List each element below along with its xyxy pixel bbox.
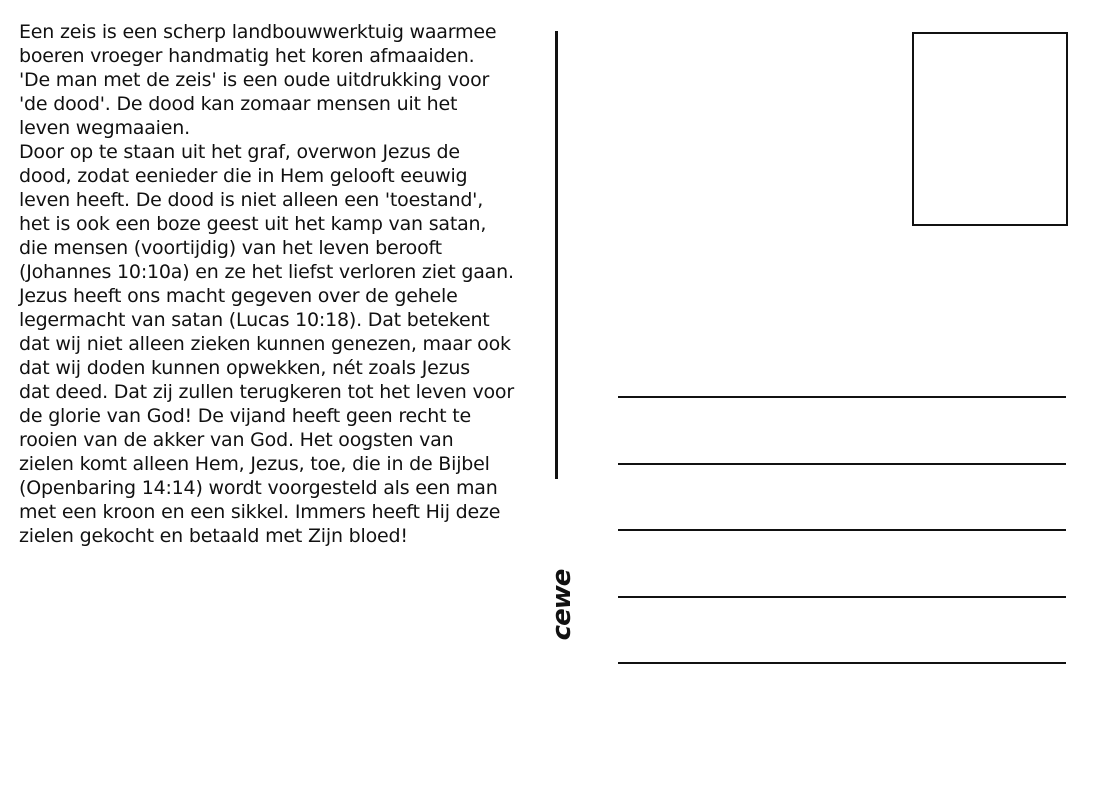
address-line-4: [618, 596, 1066, 598]
message-line: rooien van de akker van God. Het oogsten van: [19, 429, 454, 451]
message-line: zielen gekocht en betaald met Zijn bloed!: [19, 525, 408, 547]
message-line: het is ook een boze geest uit het kamp van satan,: [19, 213, 487, 235]
message-line: boeren vroeger handmatig het koren afmaaiden.: [19, 45, 475, 67]
message-line: Een zeis is een scherp landbouwwerktuig waarmee: [19, 21, 497, 43]
message-line: die mensen (voortijdig) van het leven berooft: [19, 237, 442, 259]
message-line: legermacht van satan (Lucas 10:18). Dat betekent: [19, 309, 490, 331]
message-line: de glorie van God! De vijand heeft geen recht te: [19, 405, 471, 427]
address-line-5: [618, 662, 1066, 664]
message-line: dood, zodat eenieder die in Hem gelooft eeuwig: [19, 165, 468, 187]
address-line-2: [618, 463, 1066, 465]
message-line: dat deed. Dat zij zullen terugkeren tot het leven voor: [19, 381, 514, 403]
brand-logo: cewe: [547, 569, 577, 641]
stamp-box: [912, 32, 1068, 226]
address-line-3: [618, 529, 1066, 531]
address-line-1: [618, 396, 1066, 398]
message-line: met een kroon en een sikkel. Immers heeft Hij deze: [19, 501, 501, 523]
message-line: dat wij doden kunnen opwekken, nét zoals Jezus: [19, 357, 470, 379]
message-line: leven heeft. De dood is niet alleen een 'toestand',: [19, 189, 484, 211]
message-line: Jezus heeft ons macht gegeven over de gehele: [19, 285, 458, 307]
message-line: (Openbaring 14:14) wordt voorgesteld als een man: [19, 477, 498, 499]
message-text: [19, 20, 549, 548]
message-line: leven wegmaaien.: [19, 117, 190, 139]
message-line: dat wij niet alleen zieken kunnen genezen, maar ook: [19, 333, 511, 355]
message-line: zielen komt alleen Hem, Jezus, toe, die in de Bijbel: [19, 453, 490, 475]
message-line: (Johannes 10:10a) en ze het liefst verloren ziet gaan.: [19, 261, 514, 283]
vertical-divider: [555, 31, 558, 479]
message-line: 'de dood'. De dood kan zomaar mensen uit het: [19, 93, 458, 115]
message-line: 'De man met de zeis' is een oude uitdrukking voor: [19, 69, 490, 91]
message-line: Door op te staan uit het graf, overwon Jezus de: [19, 141, 460, 163]
